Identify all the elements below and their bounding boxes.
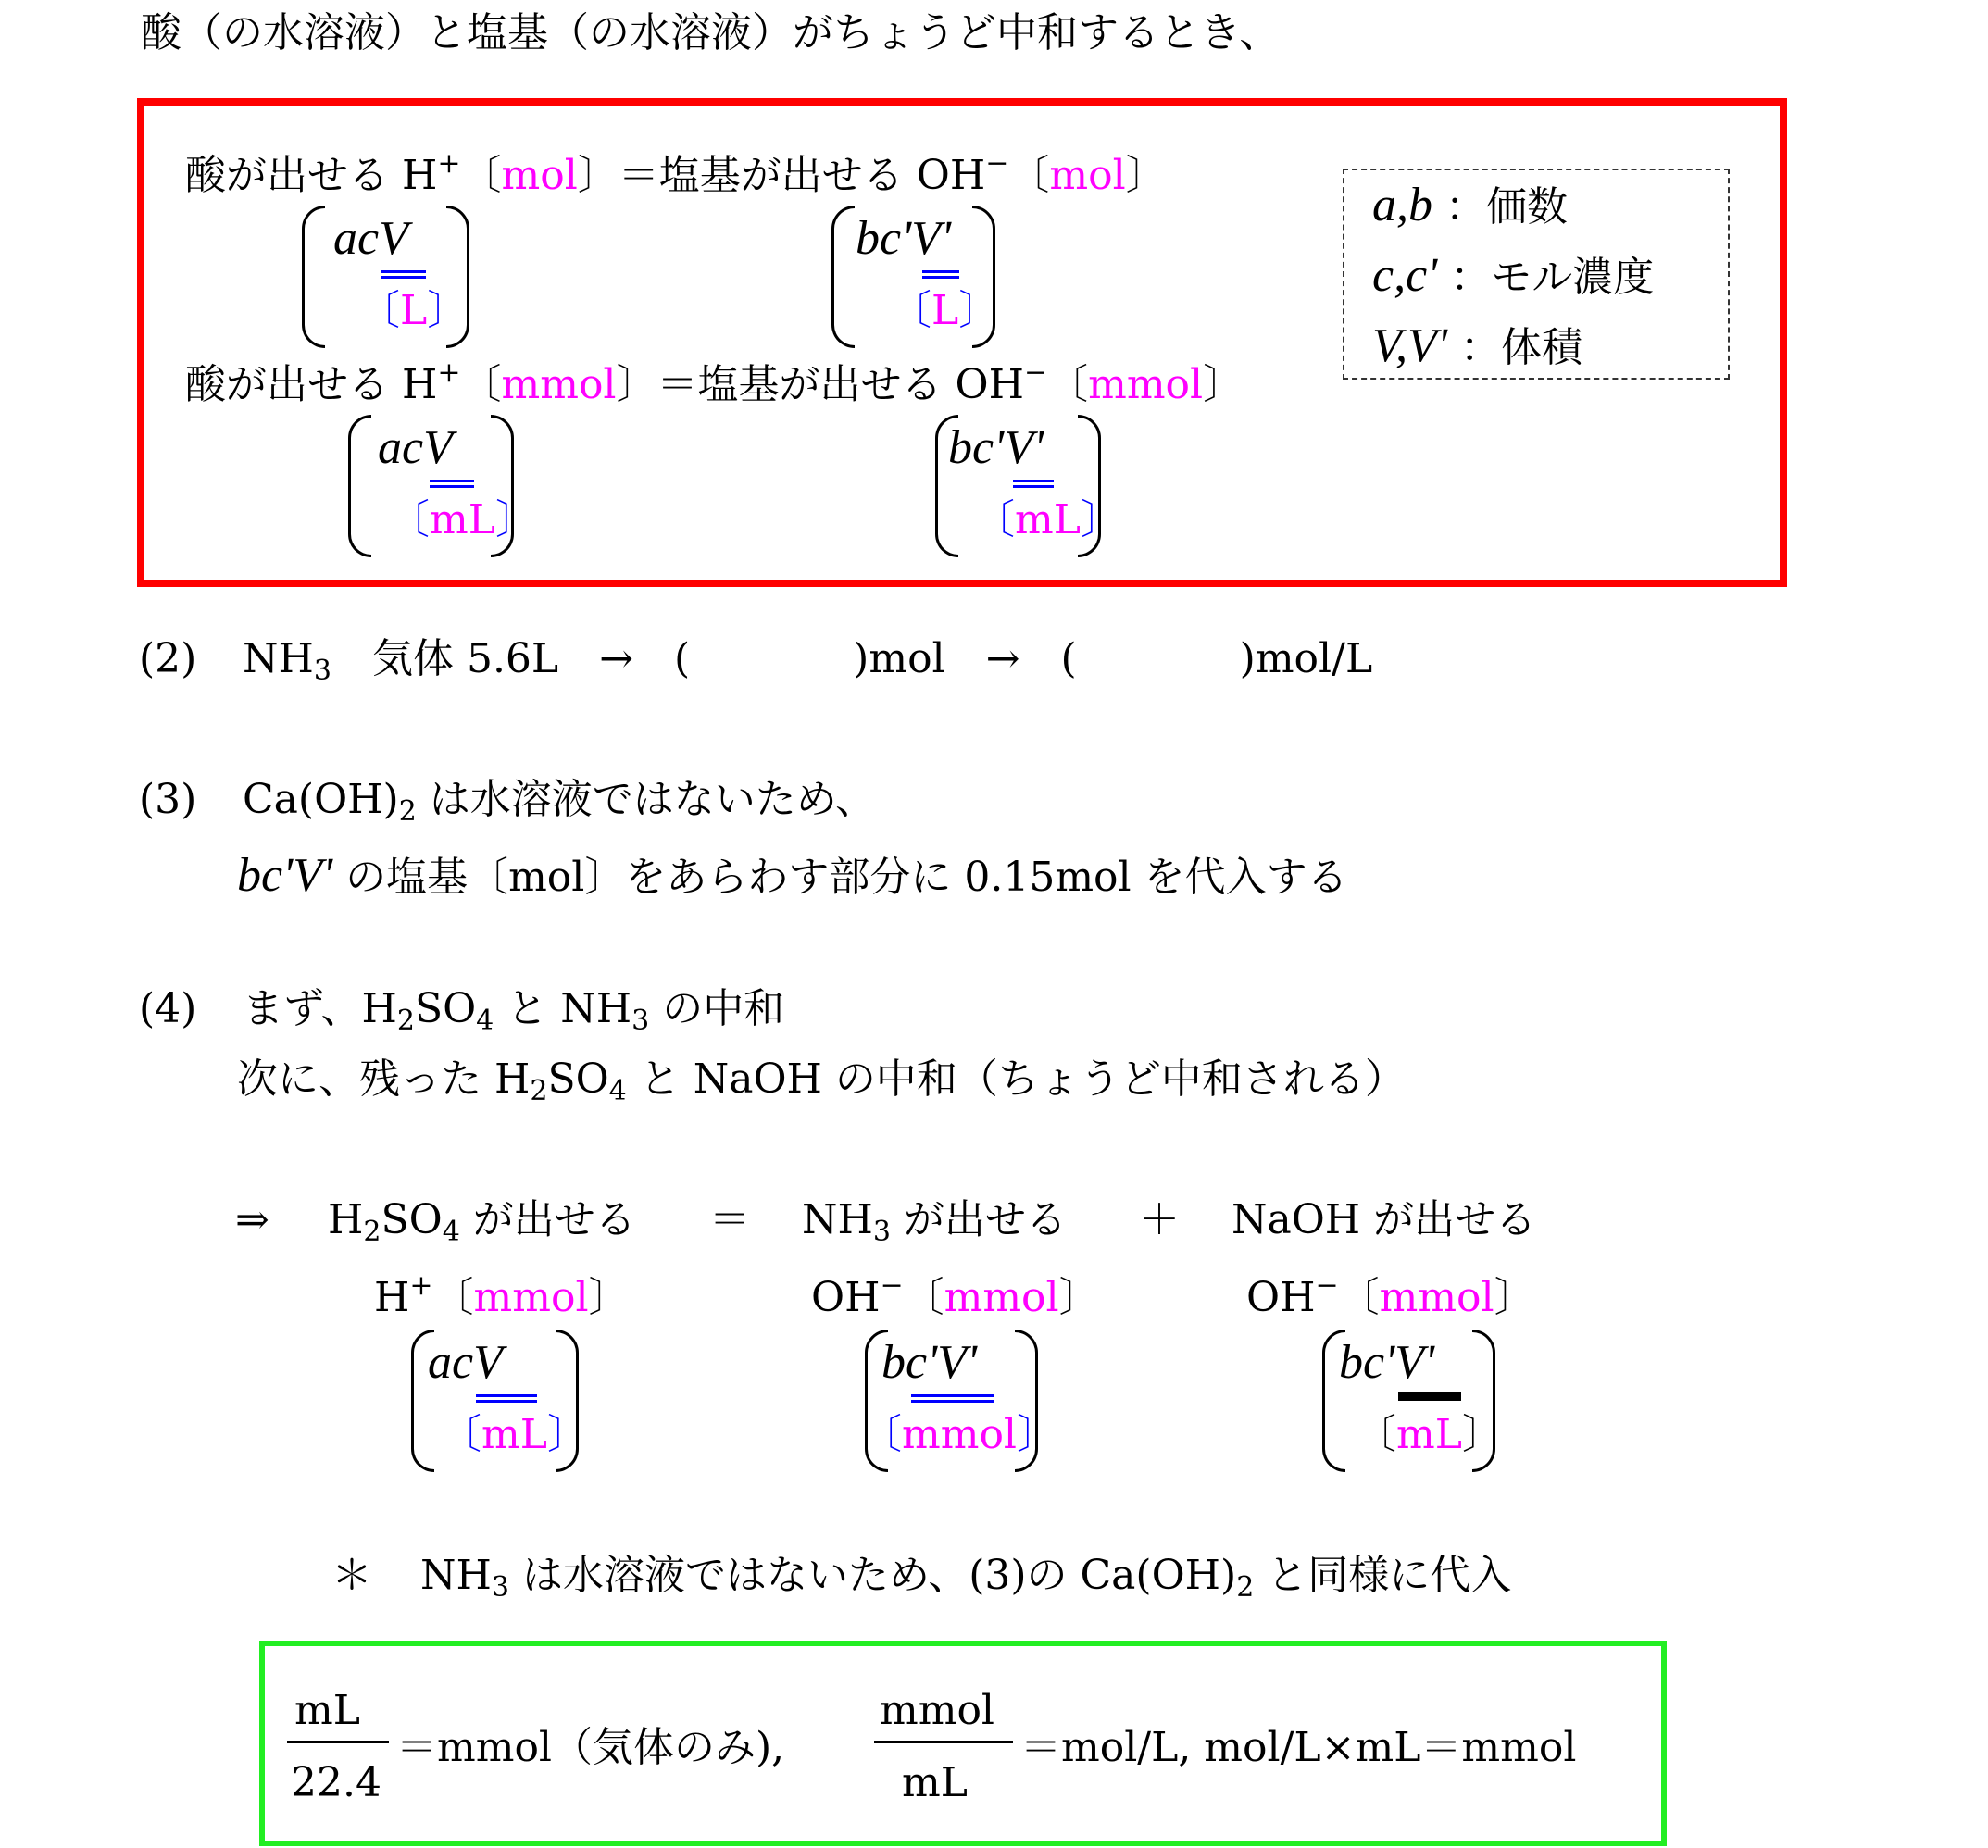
intro-text: 酸（の水溶液）と塩基（の水溶液）がちょうど中和するとき、 (141, 9, 1281, 56)
plus-sign: ＋ (1139, 1196, 1180, 1243)
eq-unit-2: OH−〔mmol〕 (811, 1269, 1100, 1321)
bracket-right (556, 1330, 579, 1472)
green-frac1-denominator: 22.4 (291, 1759, 381, 1806)
frac-numerator: bc'V' (948, 421, 1044, 474)
frac-unit: 〔mL〕 (441, 1411, 588, 1458)
thick-underline (1398, 1392, 1461, 1401)
green-text-2: ＝mol/L, mol/L×mL＝mmol (1020, 1724, 1577, 1771)
equals-sign: ＝ (709, 1196, 750, 1243)
bracket-right (972, 206, 995, 348)
frac-numerator: bc'V' (856, 212, 952, 265)
green-frac2-denominator: mL (902, 1759, 968, 1806)
bracket-right (1472, 1330, 1495, 1472)
frac-numerator: acV (333, 212, 408, 265)
red-row1: 酸が出せる H+〔mol〕＝塩基が出せる OH−〔mol〕 (185, 147, 1167, 199)
frac-unit: 〔L〕 (891, 287, 1000, 334)
red-row2: 酸が出せる H+〔mmol〕＝塩基が出せる OH−〔mmol〕 (185, 356, 1244, 408)
green-frac1-numerator: mL (294, 1687, 360, 1734)
eq-unit-1: H+〔mmol〕 (374, 1269, 630, 1321)
bracket-right (446, 206, 469, 348)
legend-item: c,c' ：モル濃度 (1372, 249, 1655, 302)
bracket-left (302, 206, 325, 348)
double-underline (430, 480, 474, 488)
bracket-right (1015, 1330, 1038, 1472)
question-3-line1: $Ca(OH)_2$ は水溶液ではないため、 (243, 776, 877, 828)
eq-unit-3: OH−〔mmol〕 (1246, 1269, 1535, 1321)
double-underline (911, 1394, 994, 1403)
question-2-text: $NH_3$ 気体 5.6L → ( )mol → ( )mol/L (243, 635, 1373, 687)
legend-item: a,b ：価数 (1372, 179, 1568, 231)
frac-unit: 〔L〕 (359, 287, 469, 334)
implies-arrow: ⇒ (235, 1196, 269, 1243)
green-text-1: ＝mmol（気体のみ), (396, 1724, 785, 1771)
question-3-number: (3) (139, 776, 197, 823)
double-underline (1013, 480, 1054, 488)
double-underline (476, 1394, 537, 1403)
frac-unit: 〔mL〕 (389, 496, 536, 543)
double-underline (922, 270, 959, 279)
question-3-line2: bc'V' の塩基〔mol〕をあらわす部分に 0.15mol を代入する (237, 849, 1348, 902)
frac-numerator: acV (378, 421, 453, 474)
double-underline (381, 270, 426, 279)
frac-numerator: acV (428, 1336, 503, 1389)
frac-unit: 〔mL〕 (974, 496, 1121, 543)
frac-unit: 〔mL〕 (1356, 1411, 1503, 1458)
question-4-line1: まず、$H_2SO_4$ と $NH_3$ の中和 (243, 985, 785, 1037)
question-4-number: (4) (139, 985, 197, 1032)
bracket-right (1078, 415, 1101, 557)
frac-unit: 〔mmol〕 (861, 1411, 1058, 1458)
eq-term-3: NaOH が出せる (1232, 1196, 1537, 1243)
frac-numerator: bc'V' (881, 1336, 978, 1389)
bracket-left (831, 206, 855, 348)
fraction-bar (287, 1741, 389, 1743)
fraction-bar (874, 1741, 1013, 1743)
question-2-number: (2) (139, 635, 197, 682)
frac-numerator: bc'V' (1339, 1336, 1435, 1389)
eq-term-1: $H_2SO_4$ が出せる (328, 1196, 636, 1248)
green-frac2-numerator: mmol (880, 1687, 995, 1734)
question-4-line2: 次に、残った $H_2SO_4$ と NaOH の中和（ちょうど中和される） (237, 1055, 1406, 1107)
bracket-left (348, 415, 371, 557)
bracket-right (491, 415, 514, 557)
note-star: ＊ (331, 1552, 372, 1599)
eq-term-2: $NH_3$ が出せる (802, 1196, 1067, 1248)
note-text: $NH_3$ は水溶液ではないため、(3)の $Ca(OH)_2$ と同様に代入 (420, 1552, 1512, 1604)
legend-item: V,V' ：体積 (1372, 319, 1582, 372)
